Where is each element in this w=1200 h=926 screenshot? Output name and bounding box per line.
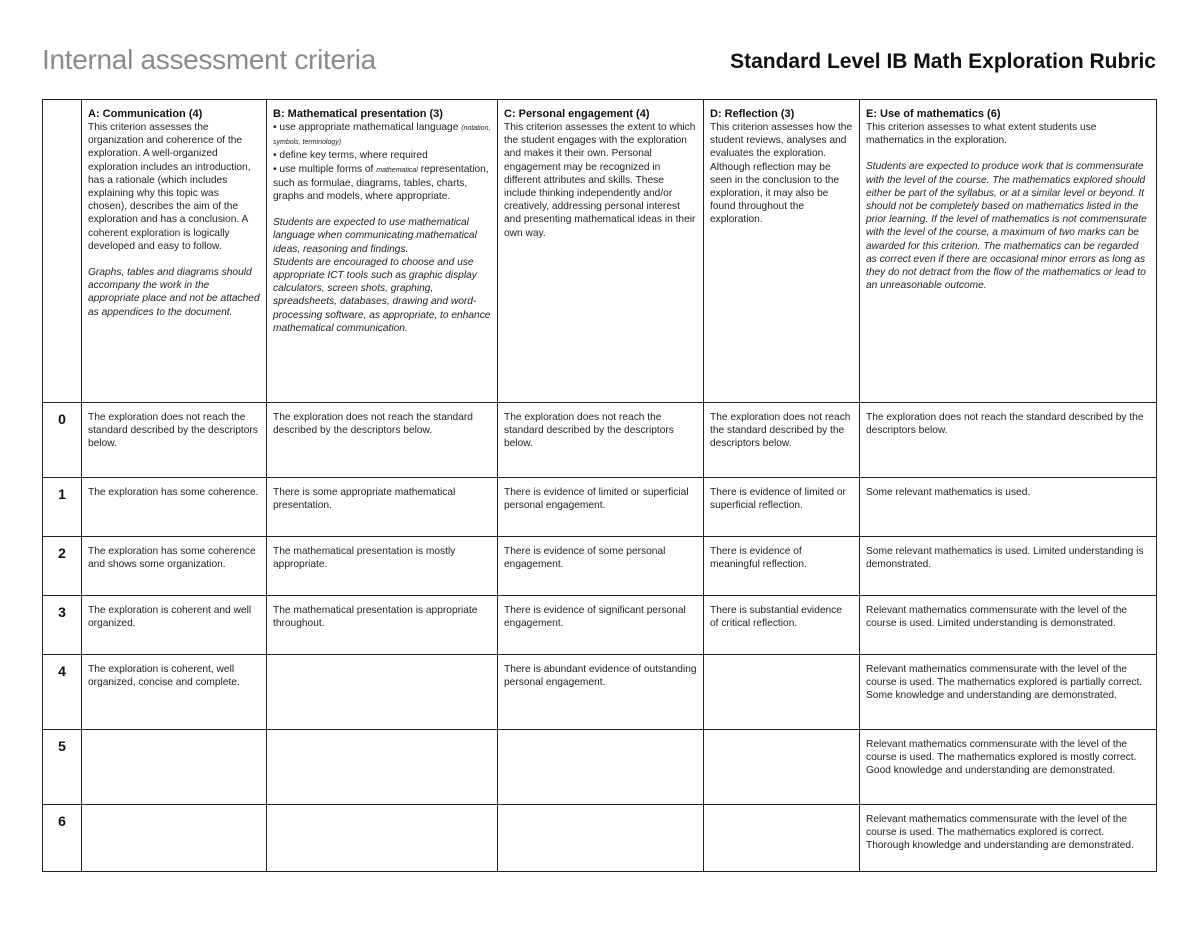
criterion-description: This criterion assesses the extent to which the student engages with the exploration and makes it their own. Personal engagement may be recognized in different attributes and skills. These include thinking independently and/or creatively, addressing personal interest and presenting mathematical ideas in their own way. xyxy=(504,122,696,239)
page-title: Internal assessment criteria xyxy=(42,44,376,75)
criterion-a-cell xyxy=(82,100,267,403)
descriptor-cell: The exploration does not reach the standard described by the descriptors below. xyxy=(82,403,267,478)
score-row xyxy=(43,537,1157,596)
descriptor-cell xyxy=(498,805,704,872)
descriptor-cell: The mathematical presentation is appropriate throughout. xyxy=(267,596,498,655)
score-row xyxy=(43,655,1157,730)
descriptor-cell: Relevant mathematics commensurate with the level of the course is used. The mathematics explored is mostly correct. Good knowledge and understanding are demonstrated. xyxy=(860,730,1157,805)
criterion-title: A: Communication (4) xyxy=(88,108,203,120)
descriptor-cell xyxy=(267,805,498,872)
bullet-text: • use appropriate mathematical language xyxy=(273,122,459,133)
score-header-cell xyxy=(43,100,82,403)
rubric-title: Standard Level IB Math Exploration Rubric xyxy=(730,50,1156,73)
descriptor-cell xyxy=(267,655,498,730)
page-header xyxy=(42,42,1156,82)
descriptor-cell: The exploration does not reach the standard described by the descriptors below. xyxy=(267,403,498,478)
criterion-title: D: Reflection (3) xyxy=(710,108,795,120)
bullet-text: • use multiple forms of xyxy=(273,163,374,175)
score-row xyxy=(43,596,1157,655)
criterion-title: C: Personal engagement (4) xyxy=(504,108,650,120)
descriptor-cell: Relevant mathematics commensurate with the level of the course is used. The mathematics explored is partially correct. Some knowledge and understanding are demonstrated. xyxy=(860,655,1157,730)
descriptor-cell xyxy=(498,730,704,805)
descriptor-cell: Relevant mathematics commensurate with the level of the course is used. Limited understanding is demonstrated. xyxy=(860,596,1157,655)
rubric-table xyxy=(42,99,1157,872)
criterion-note: Students are expected to produce work that is commensurate with the level of the course. The mathematics explored should either be part of the syllabus, or at a similar level or beyond. It should not be completely based on mathematics listed in the prior learning. If the level of mathematics is not commensurate with the level of the course, a maximum of two marks can be awarded for this criterion. The mathematics can be regarded as correct even if there are occasional minor errors as long as they do not detract from the flow of the mathematics or lead to an unreasonable outcome. xyxy=(866,161,1147,292)
criterion-title: E: Use of mathematics (6) xyxy=(866,108,1001,120)
descriptor-cell: Some relevant mathematics is used. Limited understanding is demonstrated. xyxy=(860,537,1157,596)
criterion-bullet xyxy=(273,121,491,149)
score-number: 5 xyxy=(43,730,82,805)
descriptor-cell: The exploration is coherent, well organized, concise and complete. xyxy=(82,655,267,730)
criterion-bullet: • define key terms, where required xyxy=(273,150,428,162)
criteria-header-row xyxy=(43,100,1157,403)
score-row xyxy=(43,403,1157,478)
descriptor-cell xyxy=(82,730,267,805)
criterion-d-cell xyxy=(704,100,860,403)
criterion-bullet xyxy=(273,163,491,204)
descriptor-cell: There is evidence of limited or superficial reflection. xyxy=(704,478,860,537)
descriptor-cell: Some relevant mathematics is used. xyxy=(860,478,1157,537)
descriptor-cell: The mathematical presentation is mostly appropriate. xyxy=(267,537,498,596)
score-number: 4 xyxy=(43,655,82,730)
bullet-small-text: (notation, symbols, terminology) xyxy=(273,125,491,147)
criterion-c-cell xyxy=(498,100,704,403)
descriptor-cell xyxy=(82,805,267,872)
descriptor-cell: There is abundant evidence of outstanding personal engagement. xyxy=(498,655,704,730)
score-number: 3 xyxy=(43,596,82,655)
descriptor-cell: The exploration has some coherence. xyxy=(82,478,267,537)
criterion-note: Students are encouraged to choose and use appropriate ICT tools such as graphic display calculators, screen shots, graphing, spreadsheets, databases, drawing and word-processing software, as appropriate, to enhance mathematical communication. xyxy=(273,256,491,334)
criterion-note: Graphs, tables and diagrams should accompany the work in the appropriate place and not be attached as appendices to the document. xyxy=(88,267,260,318)
criterion-e-cell xyxy=(860,100,1157,403)
descriptor-cell: There is evidence of meaningful reflection. xyxy=(704,537,860,596)
descriptor-cell xyxy=(704,805,860,872)
descriptor-cell: There is evidence of some personal engagement. xyxy=(498,537,704,596)
score-number: 2 xyxy=(43,537,82,596)
descriptor-cell xyxy=(704,730,860,805)
descriptor-cell xyxy=(267,730,498,805)
descriptor-cell: The exploration is coherent and well organized. xyxy=(82,596,267,655)
criterion-b-cell xyxy=(267,100,498,403)
bullet-text: representation, such as formulae, diagrams, tables, charts, graphs and models, where appropriate. xyxy=(273,163,489,203)
score-number: 0 xyxy=(43,403,82,478)
criterion-description: This criterion assesses to what extent students use mathematics in the exploration. xyxy=(866,122,1097,147)
score-row xyxy=(43,730,1157,805)
descriptor-cell: There is evidence of limited or superficial personal engagement. xyxy=(498,478,704,537)
criterion-title: B: Mathematical presentation (3) xyxy=(273,108,443,120)
criterion-description: This criterion assesses how the student reviews, analyses and evaluates the exploration. Although reflection may be seen in the conclusion to the exploration, it may also be found throughout the exploration. xyxy=(710,122,853,226)
score-number: 6 xyxy=(43,805,82,872)
descriptor-cell xyxy=(704,655,860,730)
descriptor-cell: There is evidence of significant personal engagement. xyxy=(498,596,704,655)
descriptor-cell: The exploration does not reach the standard described by the descriptors below. xyxy=(860,403,1157,478)
bullet-small-text: mathematical xyxy=(376,166,418,174)
descriptor-cell: There is substantial evidence of critical reflection. xyxy=(704,596,860,655)
score-row xyxy=(43,478,1157,537)
criterion-description: This criterion assesses the organization and coherence of the exploration. A well-organized exploration includes an introduction, has a rationale (which includes explaining why this topic was chosen), describes the aim of the exploration and has a conclusion. A coherent exploration is logically developed and easy to follow. xyxy=(88,122,251,252)
descriptor-cell: Relevant mathematics commensurate with the level of the course is used. The mathematics explored is correct. Thorough knowledge and understanding are demonstrated. xyxy=(860,805,1157,872)
criterion-note: Students are expected to use mathematical language when communicating mathematical ideas, reasoning and findings. xyxy=(273,217,477,255)
score-number: 1 xyxy=(43,478,82,537)
descriptor-cell: There is some appropriate mathematical presentation. xyxy=(267,478,498,537)
descriptor-cell: The exploration does not reach the standard described by the descriptors below. xyxy=(498,403,704,478)
descriptor-cell: The exploration does not reach the standard described by the descriptors below. xyxy=(704,403,860,478)
descriptor-cell: The exploration has some coherence and shows some organization. xyxy=(82,537,267,596)
score-row xyxy=(43,805,1157,872)
